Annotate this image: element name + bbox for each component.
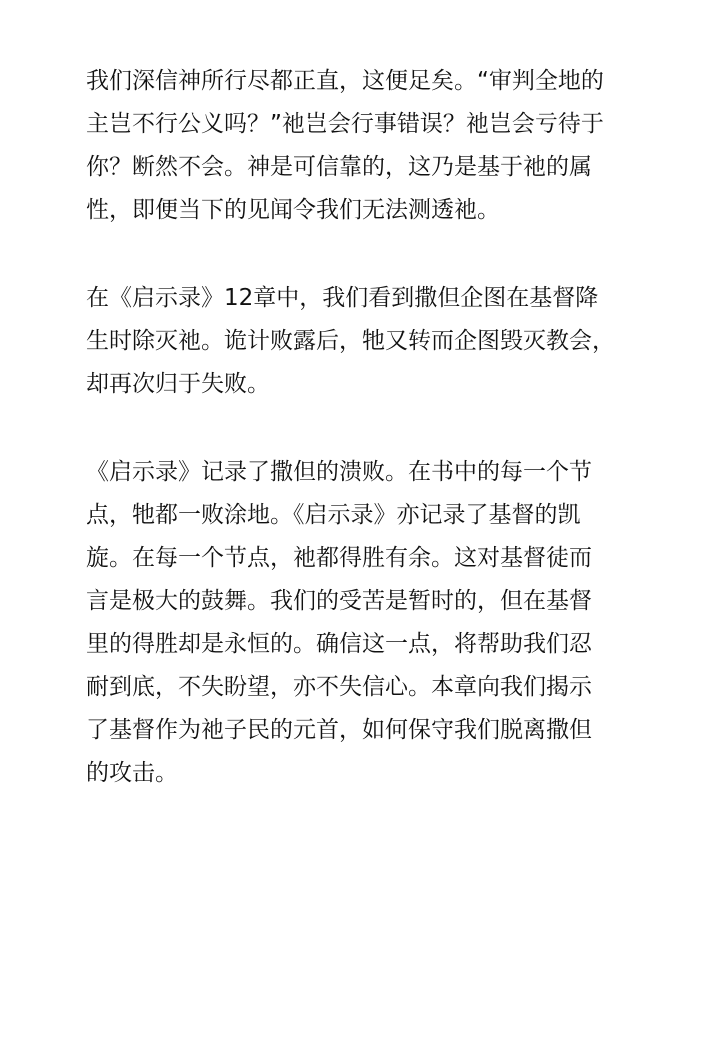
paragraph-line: 主岂不行公义吗？”祂岂会行事错误？祂岂会亏待于: [86, 111, 604, 137]
paragraph-line: 点，牠都一败涂地。《启示录》亦记录了基督的凯: [86, 502, 581, 528]
paragraph-2: [86, 277, 646, 406]
paragraph-line: 却再次归于失败。: [86, 371, 270, 397]
paragraph-line: 性，即便当下的见闻令我们无法测透祂。: [86, 197, 500, 223]
paragraph-3: [86, 451, 646, 838]
paragraph-line: 旋。在每一个节点，祂都得胜有余。这对基督徒而: [86, 545, 592, 571]
paragraph-line: [86, 795, 646, 838]
paragraph-line: 《启示录》记录了撒但的溃败。在书中的每一个节: [86, 459, 592, 485]
paragraph-line: 你？断然不会。神是可信靠的，这乃是基于祂的属: [86, 154, 592, 180]
paragraph-line: 生时除灭祂。诡计败露后，牠又转而企图毁灭教会，: [86, 328, 615, 354]
paragraph-line: 了基督作为祂子民的元首，如何保守我们脱离撒但: [86, 717, 592, 743]
paragraph-line: 言是极大的鼓舞。我们的受苦是暂时的，但在基督: [86, 588, 592, 614]
paragraph-line: 在《启示录》12章中，我们看到撒但企图在基督降: [86, 285, 599, 311]
paragraph-line: 里的得胜却是永恒的。确信这一点，将帮助我们忍: [86, 631, 592, 657]
paragraph-line: 耐到底，不失盼望，亦不失信心。本章向我们揭示: [86, 674, 592, 700]
paragraph-line: 我们深信神所行尽都正直，这便足矣。“审判全地的: [86, 68, 604, 94]
paragraph-1: [86, 60, 646, 232]
paragraph-line: 的攻击。: [86, 760, 178, 786]
